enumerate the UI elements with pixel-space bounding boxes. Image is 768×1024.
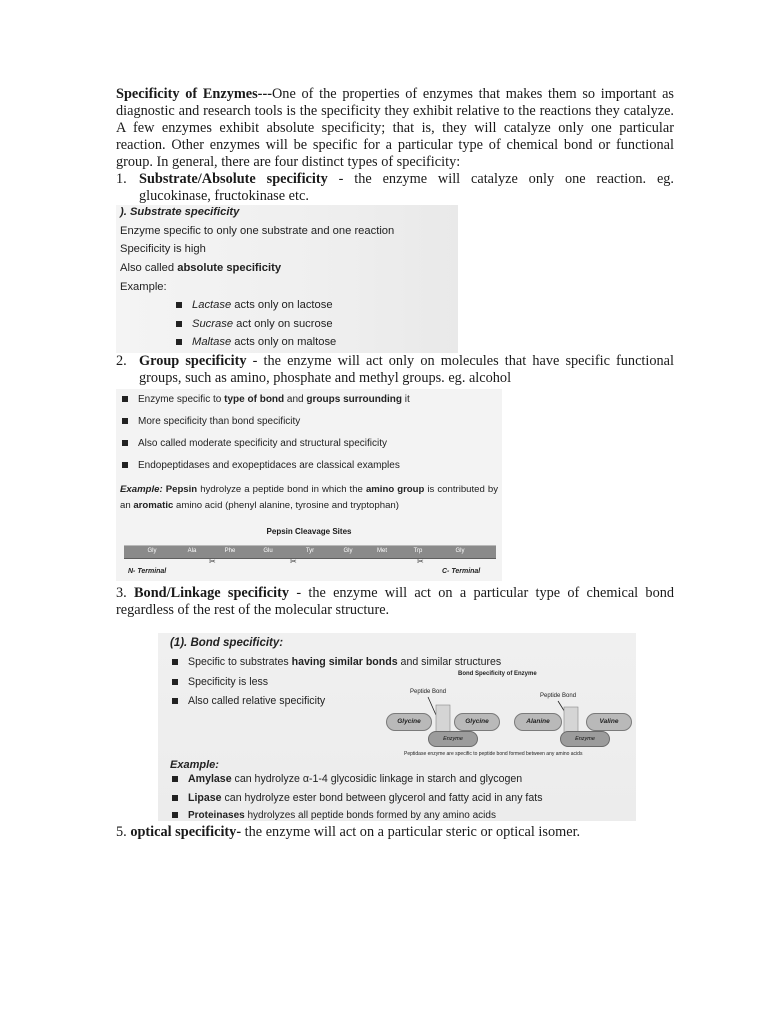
item-title: Substrate/Absolute specificity: [139, 171, 328, 187]
diagram-caption: Peptidase enzyme are specific to peptide bond formed between any amino acids: [404, 751, 583, 757]
item-text: - the enzyme will act only on molecules that have specific functional groups, such as amino, phosphate and methyl groups. eg. alcohol: [139, 353, 674, 386]
slide-bullet: Also called relative specificity: [172, 695, 325, 707]
glycine-molecule: Glycine: [386, 713, 432, 731]
item-text: - the enzyme will catalyze only one reaction. eg. glucokinase, fructokinase etc.: [139, 171, 675, 204]
amino-acid-ala: Ala: [187, 548, 197, 554]
slide-line: Enzyme specific to only one substrate and one reaction: [120, 225, 395, 237]
bullet-icon: [122, 396, 128, 402]
item-title: Bond/Linkage specificity: [134, 585, 290, 601]
amino-acid-tyr: Tyr: [305, 548, 315, 554]
c-terminal-label: C- Terminal: [442, 568, 481, 575]
item-number: 5.: [116, 824, 127, 840]
slide-line: Also called absolute specificity: [120, 262, 282, 274]
example-amylase: Amylase can hydrolyze α-1-4 glycosidic linkage in starch and glycogen: [172, 773, 522, 785]
list-item-optical: [116, 824, 674, 841]
slide-example-label: Example:: [120, 281, 167, 293]
substrate-specificity-slide: [116, 205, 458, 353]
alanine-molecule: Alanine: [514, 713, 562, 731]
slide-bullet: Endopeptidases and exopeptidaces are classical examples: [122, 460, 400, 471]
diagram-title: Pepsin Cleavage Sites: [266, 527, 352, 536]
peptide-bond-label: Peptide Bond: [410, 689, 447, 695]
example-proteinases: Proteinases hydrolyzes all peptide bonds formed by any amino acids: [172, 810, 496, 821]
valine-molecule: Valine: [586, 713, 632, 731]
amino-acid-trp: Trp: [413, 548, 423, 554]
slide-example-label: Example:: [170, 759, 219, 771]
bullet-icon: [176, 302, 182, 308]
enzyme-shape: Enzyme: [560, 731, 610, 747]
list-item-group: [116, 353, 674, 387]
slide-bullet: More specificity than bond specificity: [122, 416, 300, 427]
n-terminal-label: N- Terminal: [128, 568, 167, 575]
slide-bullet: Specific to substrates having similar bonds and similar structures: [172, 656, 501, 668]
bullet-icon: [172, 795, 178, 801]
bullet-icon: [176, 321, 182, 327]
amino-acid-gly: Gly: [147, 548, 157, 554]
intro-title: Specificity of Enzymes---: [116, 86, 272, 102]
bond-specificity-slide: [158, 633, 636, 821]
slide-heading: (1). Bond specificity:: [170, 637, 284, 649]
peptide-bond-label: Peptide Bond: [540, 693, 577, 699]
slide-bullet: Also called moderate specificity and structural specificity: [122, 438, 387, 449]
slide-bullet: Enzyme specific to type of bond and groups surrounding it: [122, 394, 410, 405]
amino-acid-gly: Gly: [455, 548, 465, 554]
example-lactase: Lactase acts only on lactose: [176, 299, 333, 311]
item-text: - the enzyme will act on a particular type of chemical bond regardless of the rest of the molecular structure.: [116, 585, 675, 618]
amino-acid-glu: Glu: [263, 548, 273, 554]
slide-heading: ). Substrate specificity: [120, 206, 240, 218]
example-sucrase: Sucrase act only on sucrose: [176, 318, 333, 330]
bullet-icon: [122, 418, 128, 424]
item-title: optical specificity-: [130, 824, 242, 840]
bullet-icon: [122, 440, 128, 446]
enzyme-shape: Enzyme: [428, 731, 478, 747]
scissors-icon: ✂: [290, 557, 297, 566]
glycine-molecule: Glycine: [454, 713, 500, 731]
intro-paragraph: [116, 86, 674, 171]
amino-acid-phe: Phe: [224, 548, 236, 554]
bullet-icon: [172, 812, 178, 818]
slide-bullet: Specificity is less: [172, 676, 268, 688]
amino-acid-met: Met: [376, 548, 387, 554]
amino-acid-gly: Gly: [343, 548, 353, 554]
bullet-icon: [176, 339, 182, 345]
slide-line: Specificity is high: [120, 243, 206, 255]
example-lipase: Lipase can hydrolyze ester bond between glycerol and fatty acid in any fats: [172, 792, 543, 804]
list-item-substrate: [116, 171, 674, 205]
group-specificity-slide: [116, 389, 502, 581]
item-text: the enzyme will act on a particular steric or optical isomer.: [241, 824, 581, 840]
scissors-icon: ✂: [209, 557, 216, 566]
intro-text: One of the properties of enzymes that makes them so important as diagnostic and research tools is the specificity they exhibit relative to the reactions they catalyze. A few enzymes exhibit absolute specificity; that is, they will catalyze only one particular reaction. Other enzymes will be specific for a particular type of chemical bond or functional group. In general, there are four distinct types of specificity:: [116, 86, 674, 170]
item-number: 3.: [116, 585, 127, 601]
bullet-icon: [122, 462, 128, 468]
item-number: 2.: [116, 353, 127, 369]
scissors-icon: ✂: [417, 557, 424, 566]
item-title: Group specificity: [139, 353, 247, 369]
example-maltase: Maltase acts only on maltose: [176, 336, 336, 348]
pepsin-example: Example: Pepsin hydrolyze a peptide bond in which the amino group is contributed by an aromatic amino acid (phenyl alanine, tyrosine and tryptophan): [120, 484, 498, 511]
diagram-title: Bond Specificity of Enzyme: [458, 671, 537, 677]
bullet-icon: [172, 776, 178, 782]
list-item-bond: [116, 585, 674, 619]
item-number: 1.: [116, 171, 127, 187]
